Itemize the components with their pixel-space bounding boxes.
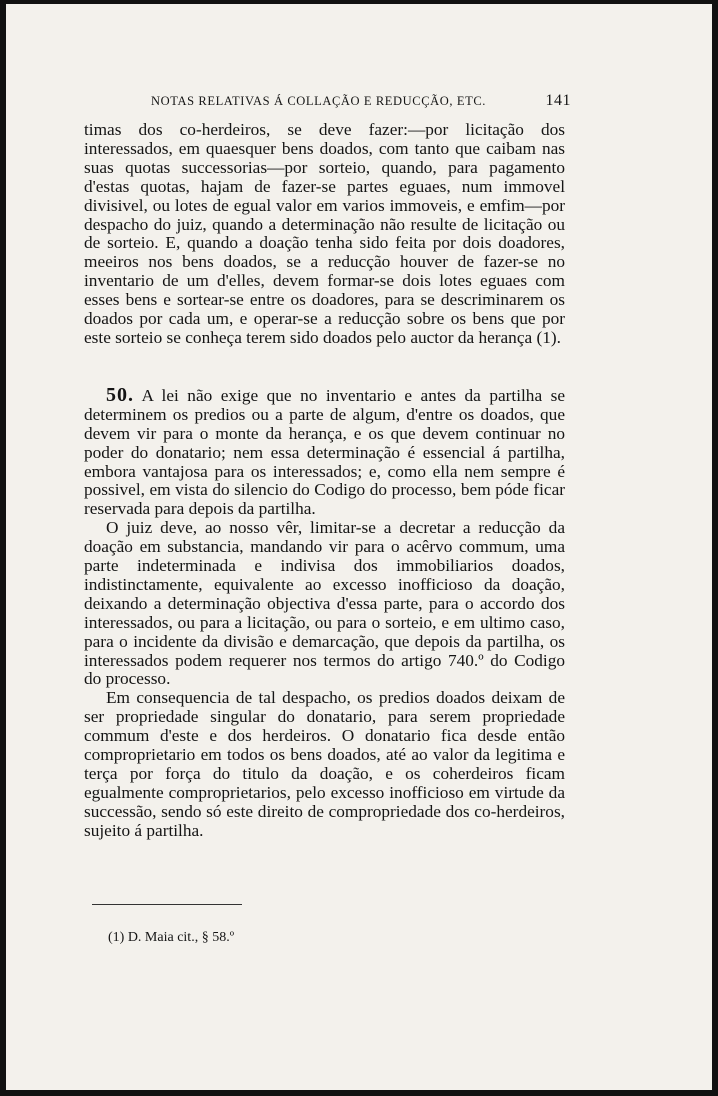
section-paragraph — [84, 383, 565, 519]
section-number: 50. — [106, 383, 134, 406]
paragraph: Em consequencia de tal despacho, os predios doados deixam de ser propriedade singular do donatario, para serem propriedade commum d'este e dos herdeiros. O donatario fica desde então comproprietario em todos os bens doados, até ao valor da legitima e terça por força do titulo da doação, e os coherdeiros ficam egualmente comproprietarios, pelo excesso inofficioso em virtude da successão, sendo só este direito de compropriedade dos co-herdeiros, sujeito á partilha. — [84, 688, 565, 840]
page-header — [151, 92, 571, 114]
paragraph: timas dos co-herdeiros, se deve fazer:—por licitação dos interessados, em quaesquer bens doados, com tanto que caibam nas suas quotas successorias—por sorteio, quando, para pagamento d'estas quotas, hajam de fazer-se partes eguaes, num immovel divisivel, ou lotes de egual valor em varios immoveis, e emfim—por despacho do juiz, quando a determinação não resulte de licitação ou de sorteio. E, quando a doação tenha sido feita por dois doadores, meeiros nos bens doados, se a reducção houver de fazer-se no inventario de um d'elles, devem formar-se dois lotes eguaes com esses bens e sortear-se entre os doadores, para se descriminarem os doados por cada um, e operar-se a reducção sobre os bens que por este sorteio se conheça terem sido doados pelo auctor da herança (1). — [84, 120, 565, 347]
footnote: (1) D. Maia cit., § 58.º — [108, 930, 235, 945]
section-text: A lei não exige que no inventario e antes da partilha se determinem os predios ou a parte de algum, d'entre os doados, que devem vir para o monte da herança, e os que devem continuar no poder do donatario; nem essa determinação é essencial á partilha, embora vantajosa para os interessados; e, como ella nem sempre é possivel, em vista do silencio do Codigo do processo, bem póde ficar reservada para depois da partilha. — [84, 385, 565, 519]
body-text — [84, 121, 565, 841]
footnote-divider — [92, 904, 242, 905]
running-head: NOTAS RELATIVAS Á COLLAÇÃO E REDUCÇÃO, ETC. — [151, 94, 486, 108]
page-number: 141 — [545, 92, 571, 109]
paragraph: O juiz deve, ao nosso vêr, limitar-se a decretar a reducção da doação em substancia, mandando vir para o acêrvo commum, uma parte indeterminada e indivisa dos immobiliarios doados, indistinctamente, equivalente ao excesso inofficioso da doação, deixando a determinação objectiva d'essa parte, para o accordo dos interessados, ou para a licitação, ou para o sorteio, e em ultimo caso, para o incidente da divisão e demarcação, que depois da partilha, os interessados podem requerer nos termos do artigo 740.º do Codigo do processo. — [84, 518, 565, 689]
